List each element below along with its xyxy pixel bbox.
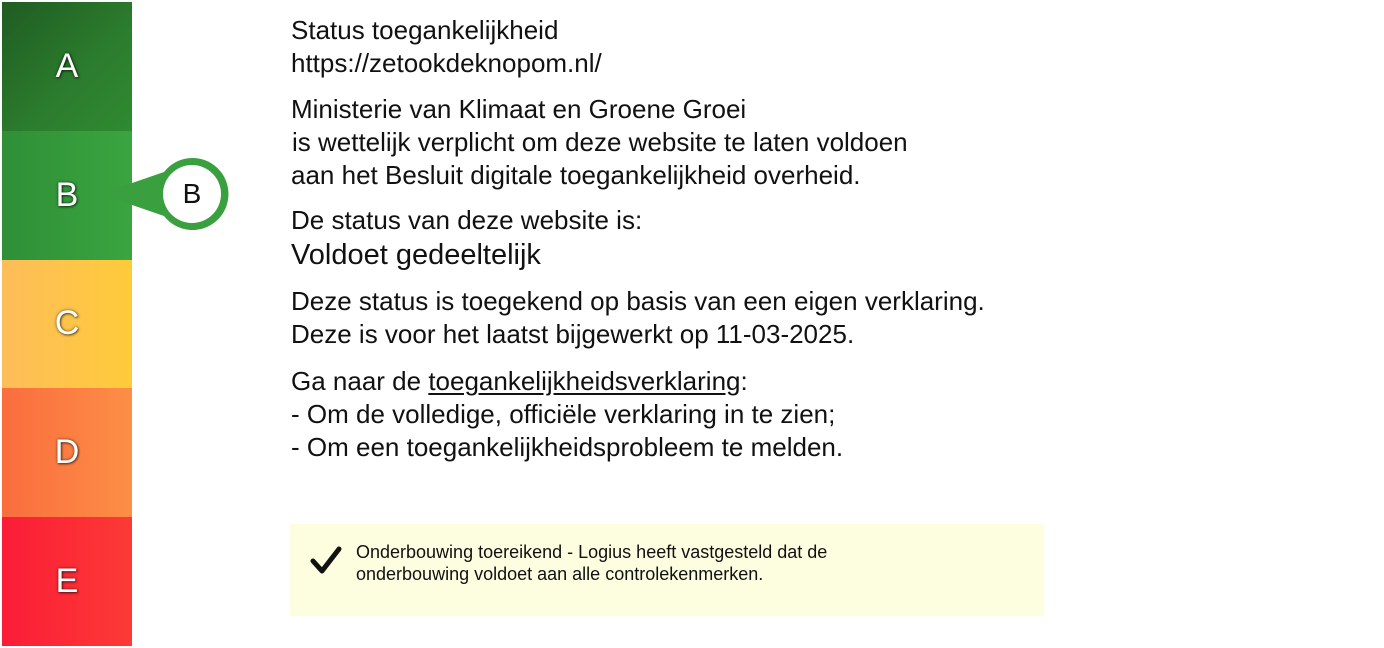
statement-links: [291, 365, 1351, 464]
rating-level-label: A: [55, 46, 79, 85]
owner-statement: [291, 93, 1351, 192]
statement-purpose-item: - Om de volledige, officiële verklaring in te zien;: [291, 399, 836, 429]
link-prefix: Ga naar de: [291, 366, 429, 396]
owner-line: is wettelijk verplicht om deze website te laten voldoen: [292, 127, 908, 157]
rating-scale: [2, 2, 132, 646]
status-value: Voldoet gedeeltelijk: [291, 239, 541, 271]
note-line: onderbouwing voldoet aan alle controlekenmerken.: [356, 564, 764, 584]
current-rating-label: B: [182, 178, 202, 209]
rating-level-label: C: [54, 304, 80, 343]
website-url: https://zetookdeknopom.nl/: [291, 48, 602, 78]
page-title: Status toegankelijkheid: [291, 15, 559, 45]
rating-level-label: D: [54, 433, 80, 472]
rating-level-label: B: [55, 175, 79, 214]
link-suffix: :: [740, 366, 748, 396]
basis-line: Deze status is toegekend op basis van een eigen verklaring.: [291, 286, 985, 316]
status-content: [291, 14, 1351, 464]
verification-note: [290, 524, 1044, 616]
statement-purpose-item: - Om een toegankelijkheidsprobleem te melden.: [291, 432, 844, 462]
header: [291, 14, 1351, 80]
verification-note-text: [356, 541, 996, 585]
basis-line: Deze is voor het laatst bijgewerkt op 11-03-2025.: [291, 319, 855, 349]
accessibility-statement-link[interactable]: toegankelijkheidsverklaring: [428, 366, 741, 396]
status-intro: De status van deze website is:: [291, 205, 643, 235]
note-line: Onderbouwing toereikend - Logius heeft vastgesteld dat de: [356, 542, 828, 562]
statement-link-line: [291, 365, 1351, 398]
owner-line: Ministerie van Klimaat en Groene Groei: [291, 94, 747, 124]
owner-line: aan het Besluit digitale toegankelijkheid overheid.: [291, 160, 861, 190]
rating-level-d: [2, 388, 132, 517]
status-basis: [291, 285, 1351, 351]
rating-level-e: [2, 517, 132, 646]
checkmark-icon: [310, 544, 342, 576]
rating-level-c: [2, 260, 132, 389]
rating-level-label: E: [55, 562, 79, 601]
status-section: [291, 204, 1351, 273]
rating-level-a: [2, 2, 132, 131]
